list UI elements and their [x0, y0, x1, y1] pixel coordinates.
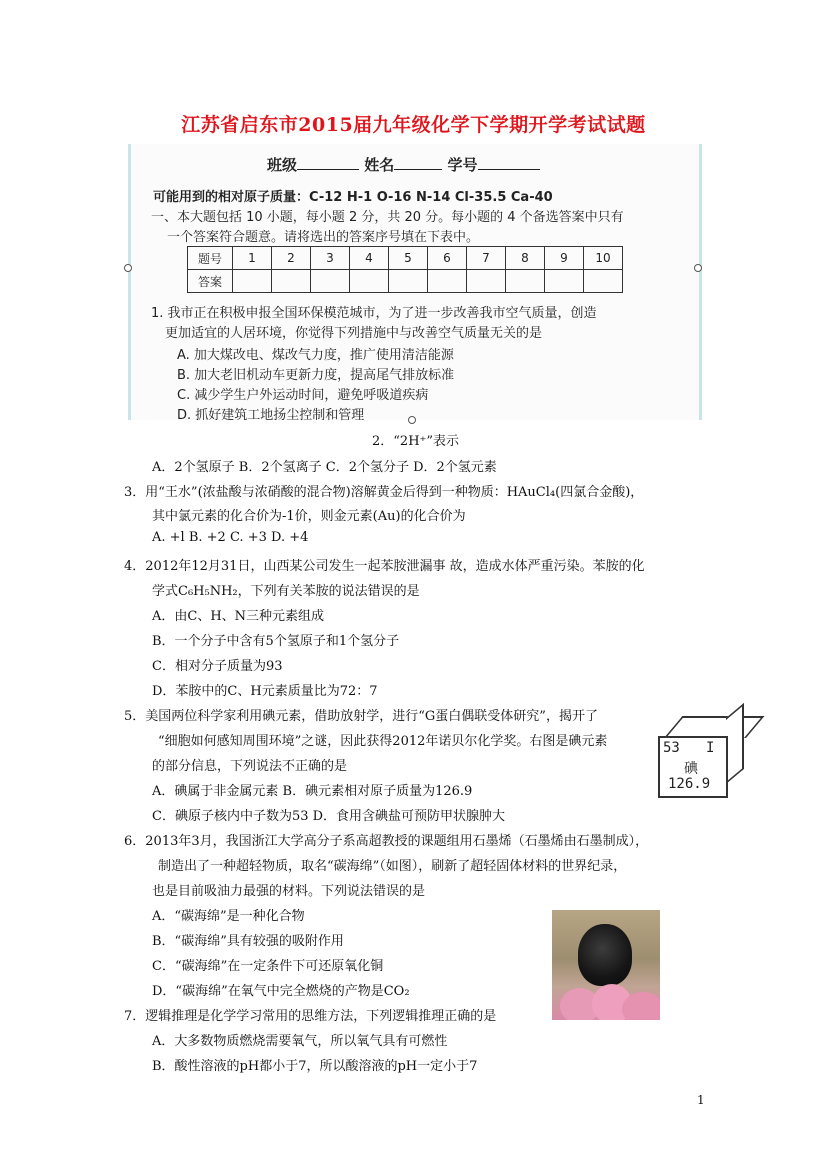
answer-cell[interactable]: [428, 270, 467, 293]
section-instruction-1: 一、本大题包括 10 小题，每小题 2 分，共 20 分。每小题的 4 个备选答案中只有: [151, 210, 624, 225]
q3-options: A. +l B. +2 C. +3 D. +4: [152, 530, 309, 545]
q5-line3: 的部分信息，下列说法不正确的是: [152, 759, 348, 774]
q1-line2: 更加适宜的人居环境，你觉得下列措施中与改善空气质量无关的是: [165, 326, 543, 341]
table-cell-number: 4: [350, 247, 389, 270]
element-name: 碘: [684, 761, 698, 777]
answer-cell[interactable]: [389, 270, 428, 293]
table-cell-number: 8: [506, 247, 545, 270]
answer-table: [187, 246, 623, 293]
q7-option-a: A．大多数物质燃烧需要氧气，所以氧气具有可燃性: [152, 1034, 448, 1049]
resize-handle-right[interactable]: [694, 264, 702, 272]
carbon-sponge-photo: [552, 910, 660, 1020]
q3-line1: 3．用“王水”(浓盐酸与浓硝酸的混合物)溶解黄金后得到一种物质：HAuCl₄(四氯合金酸)，: [124, 485, 644, 500]
class-label: 班级: [267, 156, 298, 174]
element-card-side-face: [726, 703, 744, 784]
exam-title: 江苏省启东市2015届九年级化学下学期开学考试试题: [181, 114, 646, 136]
iodine-element-card: [654, 712, 746, 798]
table-header-number: 题号: [188, 247, 233, 270]
q6-option-c: C．“碳海绵”在一定条件下可还原氧化铜: [152, 959, 384, 974]
table-cell-number: 10: [584, 247, 623, 270]
q3-line2: 其中氯元素的化合价为-1价，则金元素(Au)的化合价为: [152, 509, 466, 524]
answer-cell[interactable]: [272, 270, 311, 293]
answer-cell[interactable]: [584, 270, 623, 293]
q5-options-ab: A．碘属于非金属元素 B．碘元素相对原子质量为126.9: [152, 784, 473, 799]
section-instruction-2: 一个答案符合题意。请将选出的答案序号填在下表中。: [167, 230, 480, 245]
q4-option-d: D．苯胺中的C、H元素质量比为72：7: [152, 684, 378, 699]
answer-table-answer-row: [188, 270, 623, 293]
q5-line1: 5．美国两位科学家利用碘元素，借助放射学，进行“G蛋白偶联受体研究”，揭开了: [124, 709, 598, 724]
answer-cell[interactable]: [311, 270, 350, 293]
table-cell-number: 7: [467, 247, 506, 270]
id-label: 学号: [447, 156, 478, 174]
table-cell-number: 2: [272, 247, 311, 270]
element-card-top-face: [664, 716, 764, 738]
name-label: 姓名: [364, 156, 395, 174]
q1-option-b: B. 加大老旧机动车更新力度，提高尾气排放标准: [177, 368, 455, 383]
flower-petal: [622, 992, 660, 1020]
table-cell-number: 3: [311, 247, 350, 270]
table-cell-number: 5: [389, 247, 428, 270]
q2-options: A．2个氢原子 B．2个氢离子 C．2个氢分子 D．2个氢元素: [152, 460, 497, 475]
q4-line2: 学式C₆H₅NH₂，下列有关苯胺的说法错误的是: [152, 584, 420, 599]
answer-cell[interactable]: [350, 270, 389, 293]
element-card-front-face: [658, 736, 728, 798]
atomic-number: 53: [663, 740, 680, 756]
atomic-masses: 可能用到的相对原子质量：C-12 H-1 O-16 N-14 Cl-35.5 Ca-40: [153, 190, 553, 205]
table-cell-number: 1: [233, 247, 272, 270]
q4-option-c: C．相对分子质量为93: [152, 659, 283, 674]
q6-line1: 6．2013年3月，我国浙江大学高分子系高超教授的课题组用石墨烯（石墨烯由石墨制成），: [124, 834, 649, 849]
q6-line3: 也是目前吸油力最强的材料。下列说法错误的是: [152, 884, 426, 899]
answer-cell[interactable]: [506, 270, 545, 293]
q2-stem: 2．“2H⁺”表示: [372, 434, 460, 449]
answer-table-number-row: [188, 247, 623, 270]
q1-option-a: A. 加大煤改电、煤改气力度，推广使用清洁能源: [177, 348, 454, 363]
table-cell-number: 6: [428, 247, 467, 270]
table-header-answer: 答案: [188, 270, 233, 293]
page-number: 1: [697, 1093, 705, 1107]
q4-option-a: A．由C、H、N三种元素组成: [152, 609, 325, 624]
q6-line2: 制造出了一种超轻物质，取名“碳海绵”（如图），刷新了超轻固体材料的世界纪录，: [158, 859, 627, 874]
q6-option-d: D．“碳海绵”在氧气中完全燃烧的产物是CO₂: [152, 984, 410, 999]
q1-line1: 1. 我市正在积极申报全国环保模范城市，为了进一步改善我市空气质量，创造: [151, 306, 597, 321]
q5-options-cd: C．碘原子核内中子数为53 D．食用含碘盐可预防甲状腺肿大: [152, 809, 506, 824]
q6-option-b: B．“碳海绵”具有较强的吸附作用: [152, 934, 344, 949]
q7-stem: 7．逻辑推理是化学学习常用的思维方法，下列逻辑推理正确的是: [124, 1009, 497, 1024]
element-symbol: I: [706, 740, 715, 756]
q5-line2: “细胞如何感知周围环境”之谜，因此获得2012年诺贝尔化学奖。右图是碘元素: [158, 734, 608, 749]
atomic-mass: 126.9: [668, 776, 711, 792]
q7-option-b: B．酸性溶液的pH都小于7，所以酸溶液的pH一定小于7: [152, 1059, 478, 1074]
resize-handle-left[interactable]: [124, 264, 132, 272]
q1-option-c: C. 减少学生户外运动时间，避免呼吸道疾病: [177, 388, 429, 403]
answer-cell[interactable]: [467, 270, 506, 293]
answer-cell[interactable]: [233, 270, 272, 293]
table-cell-number: 9: [545, 247, 584, 270]
resize-handle-bottom[interactable]: [408, 416, 416, 424]
carbon-sponge-block: [578, 924, 632, 986]
q4-option-b: B．一个分子中含有5个氢原子和1个氢分子: [152, 634, 400, 649]
q4-line1: 4．2012年12月31日，山西某公司发生一起苯胺泄漏事 故，造成水体严重污染。苯胺的化: [124, 559, 645, 574]
student-info-line: [267, 154, 540, 175]
answer-cell[interactable]: [545, 270, 584, 293]
id-blank: [478, 157, 540, 170]
name-blank: [394, 157, 442, 170]
scanned-header-image: [128, 144, 702, 423]
q1-option-d: D. 抓好建筑工地扬尘控制和管理: [177, 408, 365, 423]
q6-option-a: A．“碳海绵”是一种化合物: [152, 909, 305, 924]
class-blank: [297, 157, 359, 170]
